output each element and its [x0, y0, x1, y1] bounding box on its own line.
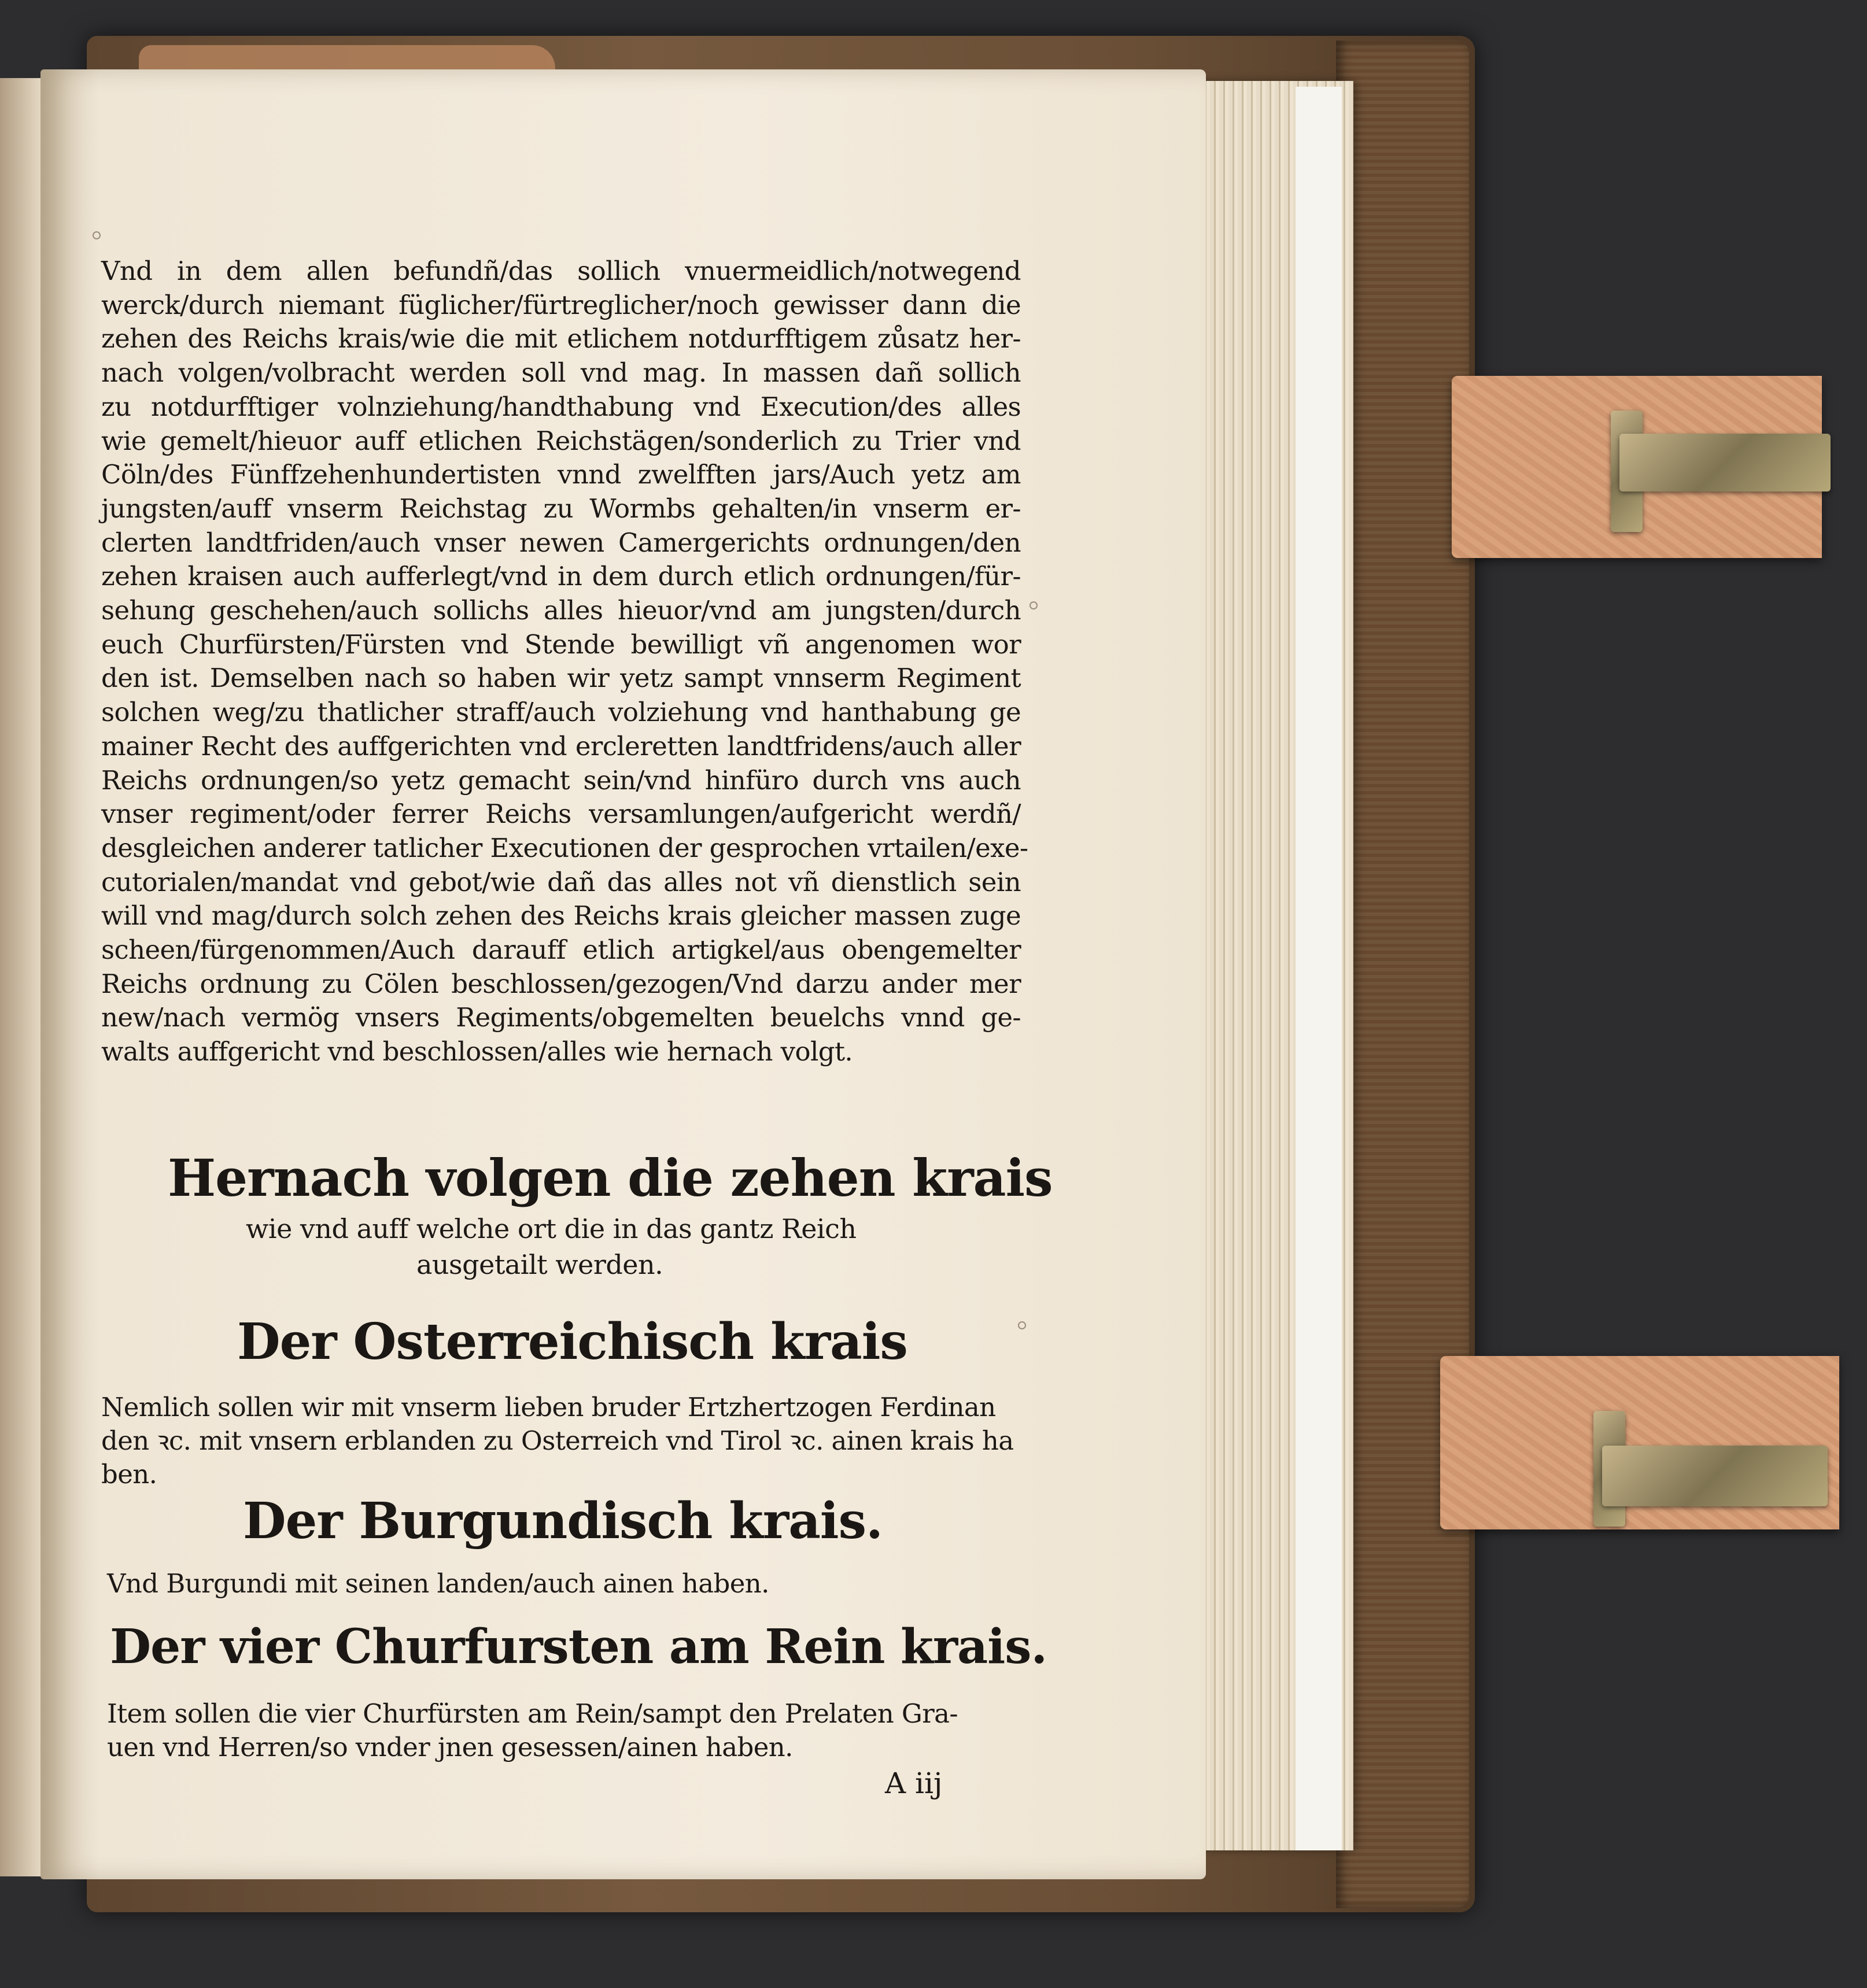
- text-line: uen vnd Herren/so vnder jnen gesessen/ainen haben.: [107, 1732, 793, 1762]
- left-page-edge: [0, 78, 43, 1876]
- text-line: new/nach vermög vnsers Regiments/obgemelten beuelchs vnnd ge-: [101, 1002, 1021, 1033]
- signature-mark: A iij: [885, 1767, 943, 1800]
- krais-paragraph-burgund: [107, 1567, 769, 1601]
- text-line: ben.: [101, 1459, 157, 1490]
- text-line: Vnd in dem allen befundñ/das sollich vnuermeidlich/notwegend: [101, 256, 1021, 286]
- text-line: zehen kraisen auch aufferlegt/vnd in dem durch etlich ordnungen/für-: [101, 561, 1021, 592]
- page-mark-dot: [1030, 601, 1038, 609]
- section-subheading-line: wie vnd auff welche ort die in das gantz Reich: [246, 1213, 857, 1244]
- text-line: zehen des Reichs krais/wie die mit etlichem notdurfftigem zůsatz her-: [101, 323, 1021, 354]
- text-line: zu notdurfftiger volnziehung/handthabung vnd Execution/des alles: [101, 391, 1021, 422]
- text-line: will vnd mag/durch solch zehen des Reichs krais gleicher massen zuge: [101, 900, 1021, 932]
- krais-paragraph-churfursten: [107, 1697, 958, 1764]
- text-line: Cöln/des Fünffzehenhundertisten vnnd zwelfften jars/Auch yetz am: [101, 459, 1021, 490]
- krais-paragraph-osterreich: [101, 1391, 1013, 1491]
- text-line: Item sollen die vier Churfürsten am Rein/sampt den Prelaten Gra-: [107, 1698, 958, 1729]
- text-line: den ist. Demselben nach so haben wir yetz sampt vnnserm Regiment: [101, 663, 1021, 694]
- cover-fore-edge: [1336, 40, 1469, 1908]
- page-mark-dot: [93, 231, 101, 239]
- text-line: wie gemelt/hieuor auff etlichen Reichstägen/sonderlich zu Trier vnd: [101, 425, 1021, 456]
- text-line: clerten landtfriden/auch vnser newen Camergerichts ordnungen/den: [101, 527, 1021, 558]
- text-line: scheen/fürgenommen/Auch darauff etlich artigkel/aus obengemelter: [101, 934, 1021, 966]
- text-line: werck/durch niemant füglicher/fürtreglicher/noch gewisser dann die: [101, 289, 1021, 320]
- krais-heading-burgund: Der Burgundisch krais.: [243, 1492, 883, 1550]
- section-subheading-line: ausgetailt werden.: [416, 1249, 663, 1280]
- text-line: mainer Recht des auffgerichten vnd ercleretten landtfridens/auch aller: [101, 730, 1021, 762]
- text-line: Reichs ordnung zu Cölen beschlossen/gezogen/Vnd darzu ander mer: [101, 968, 1021, 999]
- text-line: den ꝛc. mit vnsern erblanden zu Osterreich vnd Tirol ꝛc. ainen krais ha: [101, 1425, 1014, 1456]
- white-flyleaf: [1296, 87, 1342, 1850]
- text-line: solchen weg/zu thatlicher straff/auch volziehung vnd hanthabung ge: [101, 697, 1021, 728]
- clasp-plate-lower: [1602, 1446, 1828, 1506]
- krais-heading-churfursten: Der vier Churfursten am Rein krais.: [110, 1619, 1047, 1675]
- text-line: Reichs ordnungen/so yetz gemacht sein/vnd hinfüro durch vns auch: [101, 764, 1021, 796]
- page-mark-dot: [1018, 1321, 1026, 1329]
- text-line: euch Churfürsten/Fürsten vnd Stende bewilligt vñ angenomen wor: [101, 629, 1021, 660]
- clasp-plate-upper: [1619, 434, 1831, 492]
- krais-heading-osterreich: Der Osterreichisch krais: [237, 1313, 907, 1371]
- text-line: Vnd Burgundi mit seinen landen/auch ainen haben.: [107, 1568, 769, 1599]
- section-heading: Hernach volgen die zehen krais: [168, 1148, 1053, 1208]
- text-line: nach volgen/volbracht werden soll vnd mag. In massen dañ sollich: [101, 357, 1021, 389]
- text-line: walts auffgericht vnd beschlossen/alles wie hernach volgt.: [101, 1036, 853, 1067]
- text-line: jungsten/auff vnserm Reichstag zu Wormbs gehalten/in vnserm er-: [101, 493, 1021, 524]
- text-line: cutorialen/mandat vnd gebot/wie dañ das alles not vñ dienstlich sein: [101, 866, 1021, 897]
- text-line: vnser regiment/oder ferrer Reichs versamlungen/aufgericht werdñ/: [101, 799, 1021, 830]
- text-line: desgleichen anderer tatlicher Executionen der gesprochen vrtailen/exe-: [101, 832, 1028, 863]
- main-text-block: [101, 254, 1028, 1069]
- text-line: sehung geschehen/auch sollichs alles hieuor/vnd am jungsten/durch: [101, 595, 1021, 626]
- text-line: Nemlich sollen wir mit vnserm lieben bruder Ertzhertzogen Ferdinan: [101, 1392, 996, 1422]
